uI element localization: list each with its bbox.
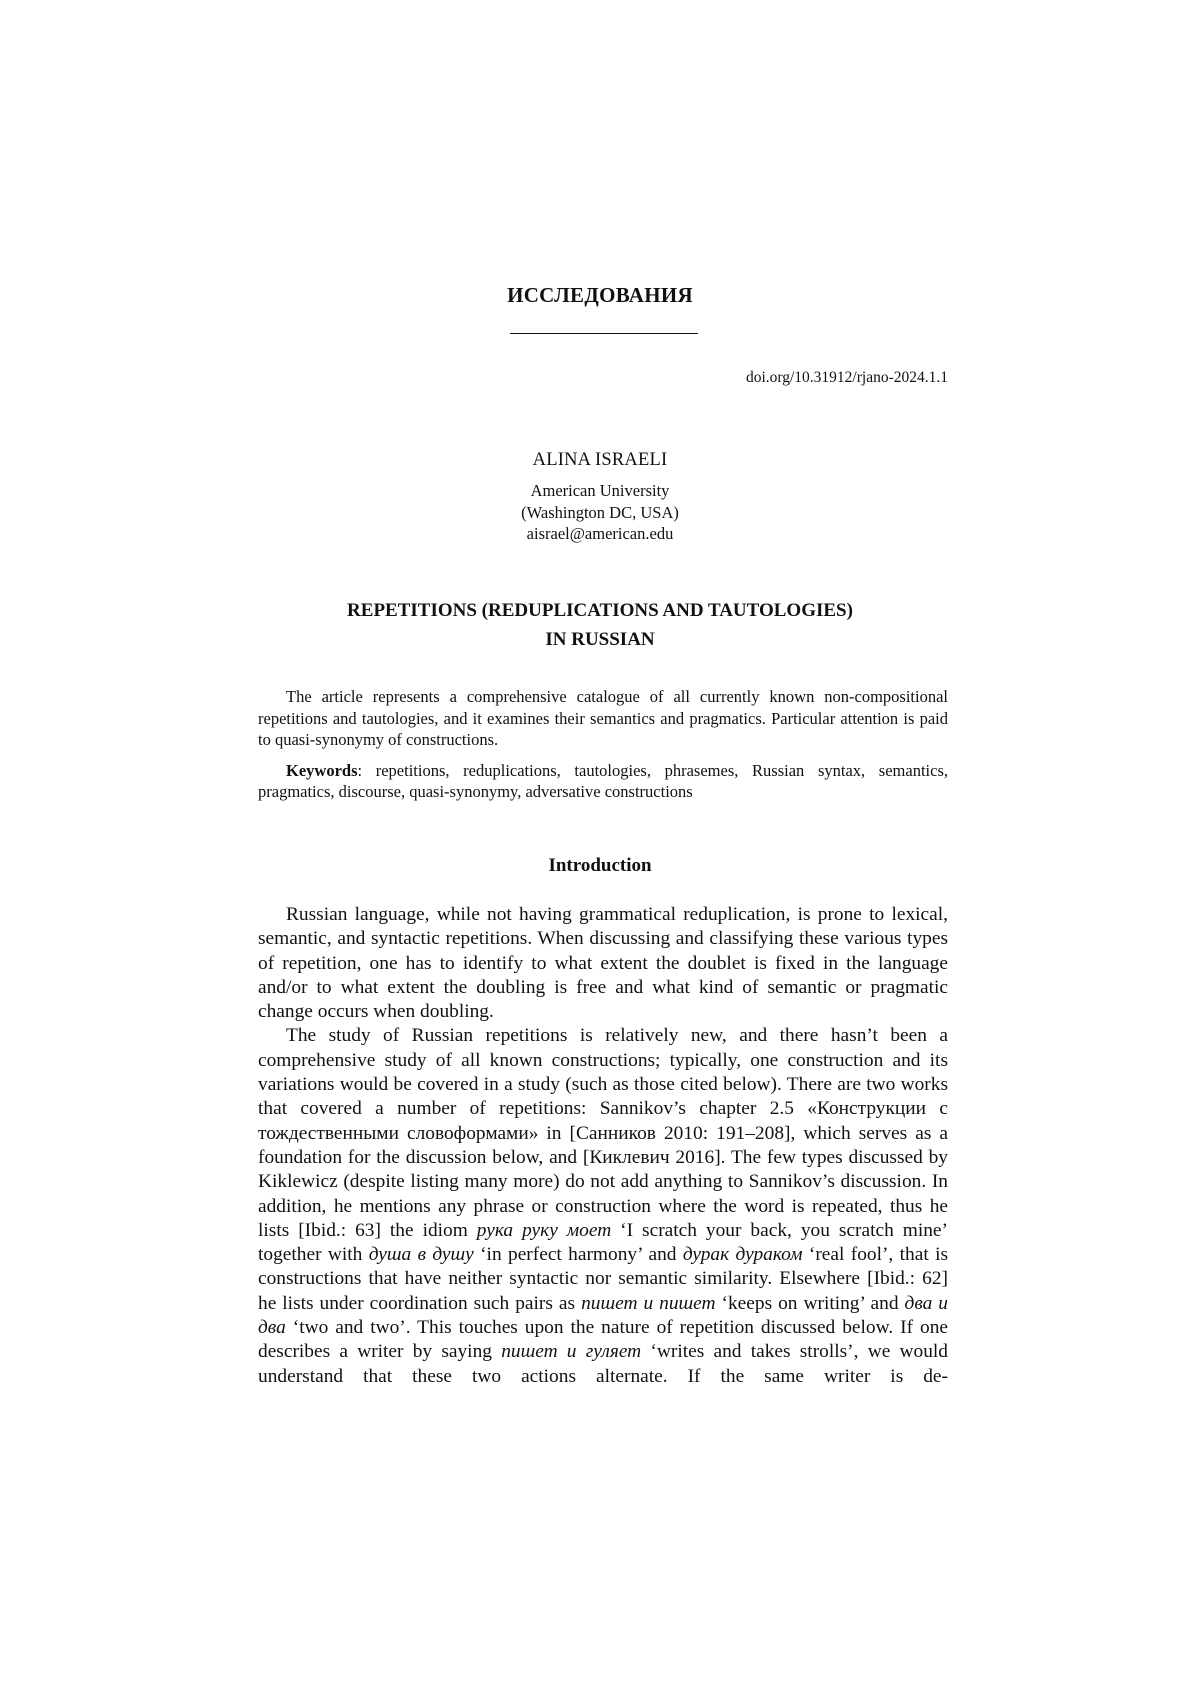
text-run: ‘keeps on writing’ and [715,1292,905,1314]
abstract [258,686,948,803]
article-title [0,597,1200,654]
text-run: ‘two and two’. This touches upon the nature of repetition discussed below. If one describes a writer by saying [258,1317,948,1363]
russian-example: дурак дураком [682,1244,803,1266]
doi-link[interactable]: doi.org/10.31912/rjano-2024.1.1 [745,369,948,386]
russian-example: пишет и гуляет [501,1341,642,1363]
abstract-text: The article represents a comprehensive catalogue of all currently known non-compositional repetitions and tautologies, and it examines their semantics and pragmatics. Particular attention is paid to quasi-synonymy of constructions. [258,687,948,749]
russian-example: рука руку моет [476,1219,612,1241]
author-affiliation-block [0,480,1200,545]
text-run: ‘I scratch your back, you scratch mine’ together with [258,1219,948,1266]
introduction-heading: Introduction [548,855,652,876]
text-run: ‘in perfect harmony’ and [473,1244,683,1266]
paragraph-2 [258,1024,948,1388]
article-title-line-1: REPETITIONS (REDUPLICATIONS AND TAUTOLOGIES) [347,600,853,621]
text-run: The study of Russian repetitions is relatively new, and there hasn’t been a comprehensive study of all known constructions; typically, one construction and its variations would be covered in a study (such as those cited below). There are two works that covered a number of repetitions: Sannikov’s chapter 2.5 «Конструкции с тождественными словоформами» in [Санников 2010: 191–208], which serves as a foundation for the discussion below, and [Киклевич 2016]. The few types discussed by Kiklewicz (despite listing many more) do not add anything to Sannikov’s discussion. In addition, he mentions any phrase or construction where the word is repeated, thus he lists [Ibid.: 63] the idiom [258,1025,948,1241]
introduction-body [258,903,948,1389]
keywords-label: Keywords [286,760,358,780]
article-title-line-2: IN RUSSIAN [545,628,655,650]
author-location: (Washington DC, USA) [521,502,679,522]
text-run: ‘real fool’, that is constructions that have neither syntactic nor semantic similarity. Elsewhere [Ibid.: 62] he lists under coordination such pairs as [258,1244,948,1314]
author-name: ALINA ISRAELI [532,450,668,470]
author-affiliation: American University [530,481,670,500]
russian-example: два и два [258,1292,948,1339]
russian-example: пишет и пишет [581,1292,716,1314]
author-email[interactable]: aisrael@american.edu [526,524,674,543]
paragraph-1: Russian language, while not having grammatical reduplication, is prone to lexical, semantic, and syntactic repetitions. When discussing and classifying these various types of repetition, one has to identify to what extent the doublet is fixed in the language and/or to what extent the doubling is free and what kind of semantic or pragmatic change occurs when doubling. [258,904,948,1023]
text-run: ‘writes and takes strolls’, we would understand that these two actions alternate. If the same writer is de- [258,1341,948,1387]
section-heading: ИССЛЕДОВАНИЯ [507,283,693,307]
section-rule [510,333,698,334]
keywords [258,760,948,803]
russian-example: душа в душу [368,1244,474,1266]
keywords-list: : repetitions, reduplications, tautologies, phrasemes, Russian syntax, semantics, pragmatics, discourse, quasi-synonymy, adversative constructions [258,760,948,801]
